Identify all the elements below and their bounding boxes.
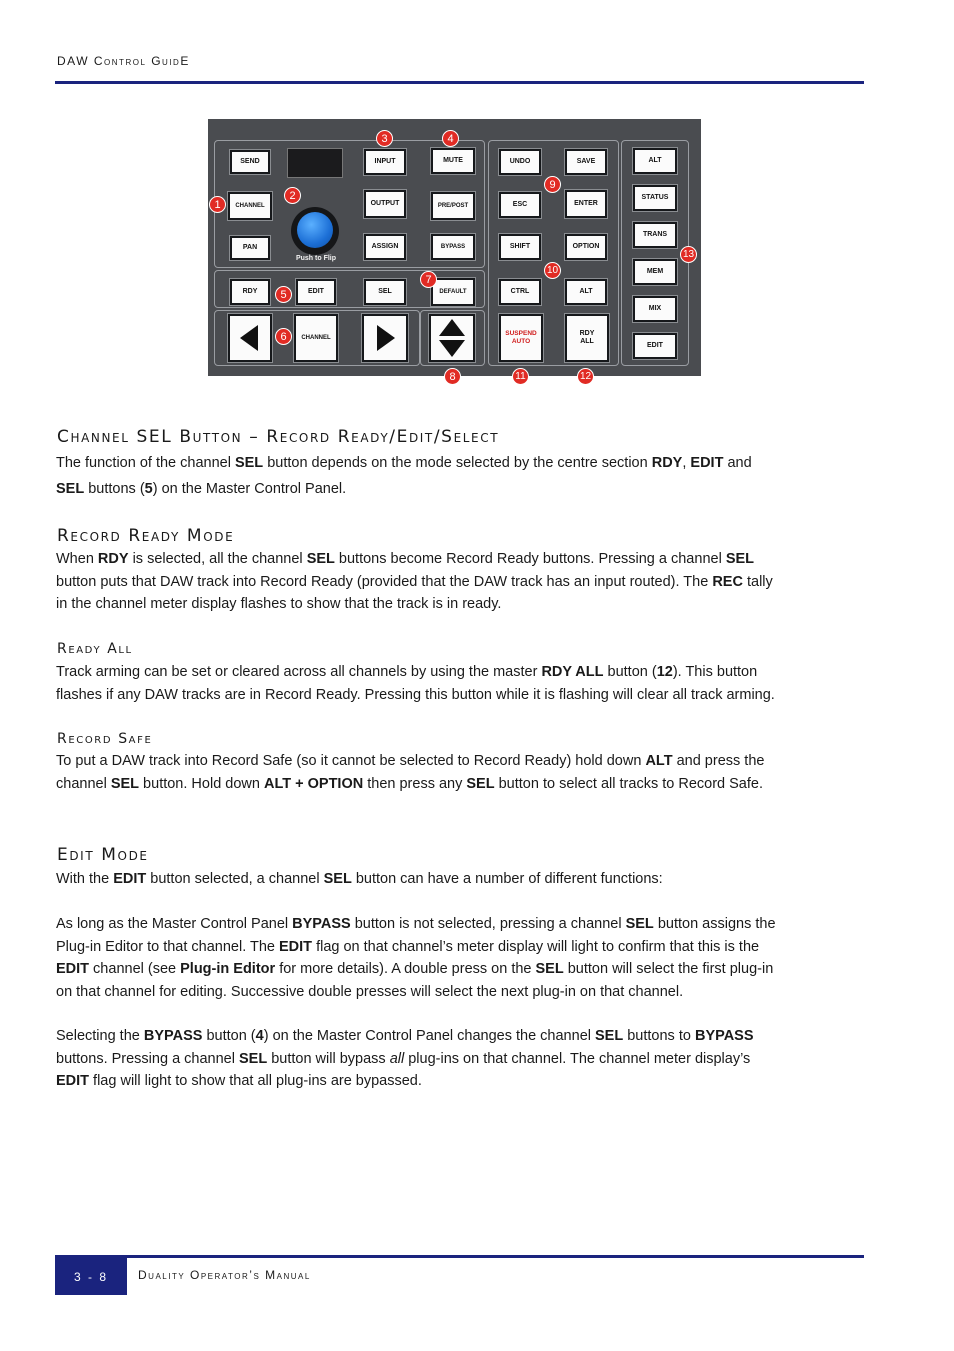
flip-knob-cap [297, 212, 333, 248]
status-button[interactable]: STATUS [633, 185, 677, 211]
channel-display [287, 148, 343, 178]
bypass-button[interactable]: BYPASS [431, 234, 475, 260]
mute-button[interactable]: MUTE [431, 148, 475, 174]
edit-right-button[interactable]: EDIT [633, 333, 677, 359]
header-rule [55, 81, 864, 84]
callout-6: 6 [275, 328, 292, 345]
callout-13: 13 [680, 246, 697, 263]
callout-11: 11 [512, 368, 529, 385]
channel-right-button[interactable] [362, 314, 408, 362]
pre-post-button[interactable]: PRE/POST [431, 192, 475, 220]
callout-4: 4 [442, 130, 459, 147]
save-button[interactable]: SAVE [565, 149, 607, 175]
knob-label: Push to Flip [295, 255, 337, 262]
page-number: 3 - 8 [55, 1258, 127, 1295]
assign-button[interactable]: ASSIGN [364, 234, 406, 260]
paragraph-record-safe: To put a DAW track into Record Safe (so it cannot be selected to Record Ready) hold down ALT and press the channel SEL button. Hold down ALT + OPTION then press any SEL button to select all tracks to Record Safe. [56, 753, 765, 792]
undo-button[interactable]: UNDO [499, 149, 541, 175]
callout-3: 3 [376, 130, 393, 147]
paragraph-ready-all: Track arming can be set or cleared across all channels by using the master RDY ALL button (12). This button flashes if any DAW tracks are in Record Ready. Pressing this button while it is flashing will clear all track arming. [56, 664, 775, 703]
running-header: DAW Control GuidE [57, 54, 190, 68]
paragraph-edit-mode-3: Selecting the BYPASS button (4) on the Master Control Panel changes the channel SEL buttons to BYPASS buttons. Pressing a channel SEL button will bypass all plug-ins on that channel. The channel meter display’s EDIT flag will light to show that all plug-ins are bypassed. [56, 1028, 754, 1089]
mem-button[interactable]: MEM [633, 259, 677, 285]
callout-10: 10 [544, 262, 561, 279]
callout-2: 2 [284, 187, 301, 204]
running-footer: Duality Operator’s Manual [138, 1268, 311, 1282]
esc-button[interactable]: ESC [499, 192, 541, 218]
send-button[interactable]: SEND [230, 150, 270, 174]
heading-record-safe: Record Safe [57, 731, 153, 747]
heading-channel-sel: Channel SEL Button – Record Ready/Edit/Select [57, 427, 500, 447]
heading-ready-all: Ready All [57, 641, 133, 657]
paragraph-record-ready: When RDY is selected, all the channel SEL buttons become Record Ready buttons. Pressing a channel SEL button puts that DAW track into Record Ready (provided that the DAW track has an input routed). The REC tally in the channel meter display flashes to show that the track is in ready. [56, 551, 773, 612]
suspend-auto-button[interactable]: SUSPEND AUTO [499, 314, 543, 362]
channel-bank-button[interactable]: CHANNEL [294, 314, 338, 362]
heading-record-ready: Record Ready Mode [57, 526, 235, 546]
enter-button[interactable]: ENTER [565, 190, 607, 218]
footer-rule [55, 1255, 864, 1258]
shift-button[interactable]: SHIFT [499, 234, 541, 260]
heading-edit-mode: Edit Mode [57, 845, 149, 865]
pan-button[interactable]: PAN [230, 236, 270, 260]
callout-12: 12 [577, 368, 594, 385]
callout-9: 9 [544, 176, 561, 193]
edit-button[interactable]: EDIT [296, 279, 336, 305]
alt-right-button[interactable]: ALT [633, 148, 677, 174]
up-down-button[interactable] [429, 314, 475, 362]
rdy-button[interactable]: RDY [230, 279, 270, 305]
arrow-left-icon [236, 323, 264, 353]
alt-center-button[interactable]: ALT [565, 279, 607, 305]
callout-1: 1 [209, 196, 226, 213]
channel-left-button[interactable] [228, 314, 272, 362]
paragraph-channel-sel-1: The function of the channel SEL button depends on the mode selected by the centre section RDY, EDIT and [56, 455, 752, 471]
channel-button[interactable]: CHANNEL [228, 192, 272, 220]
arrow-right-icon [371, 323, 399, 353]
default-button[interactable]: DEFAULT [431, 278, 475, 306]
paragraph-channel-sel-2: SEL buttons (5) on the Master Control Panel. [56, 481, 347, 497]
paragraph-edit-mode-1: With the EDIT button selected, a channel SEL button can have a number of different functions: [56, 871, 663, 887]
option-button[interactable]: OPTION [565, 234, 607, 260]
trans-button[interactable]: TRANS [633, 222, 677, 248]
mix-button[interactable]: MIX [633, 296, 677, 322]
rdy-all-button[interactable]: RDY ALL [565, 314, 609, 362]
callout-8: 8 [444, 368, 461, 385]
paragraph-edit-mode-2: As long as the Master Control Panel BYPASS button is not selected, pressing a channel SEL button assigns the Plug-in Editor to that channel. The EDIT flag on that channel’s meter display will light to confirm that this is the EDIT channel (see Plug-in Editor for more details). A double press on the SEL button will select the first plug-in on that channel for editing. Successive double presses will select the next plug-in on that channel. [56, 916, 776, 1000]
ctrl-button[interactable]: CTRL [499, 279, 541, 305]
callout-7: 7 [420, 271, 437, 288]
sel-button[interactable]: SEL [364, 279, 406, 305]
up-down-arrow-icon [437, 317, 467, 359]
output-button[interactable]: OUTPUT [364, 190, 406, 218]
input-button[interactable]: INPUT [364, 149, 406, 175]
callout-5: 5 [275, 286, 292, 303]
